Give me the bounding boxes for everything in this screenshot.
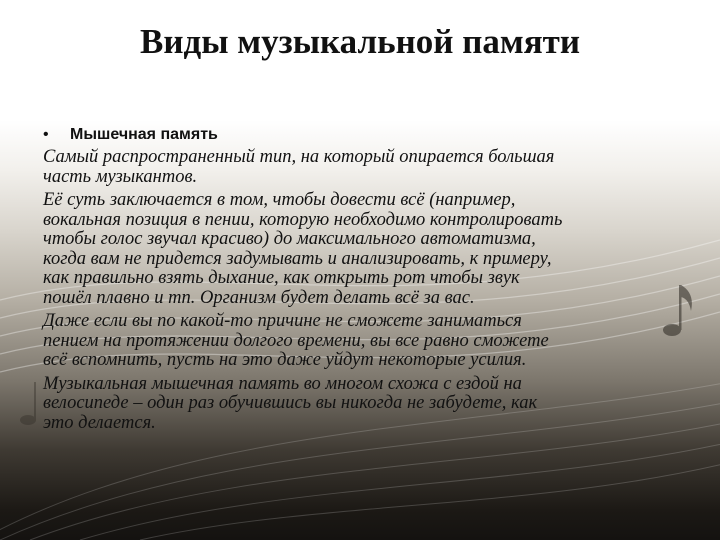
slide-title: Виды музыкальной памяти	[140, 22, 580, 61]
paragraph-recall: Даже если вы по какой-то причине не сможете заниматься пением на протяжении долгого времени, вы все равно сможете всё вспомнить, пусть на это даже уйдут некоторые усилия.	[43, 311, 549, 370]
slide-content	[43, 126, 683, 437]
bullet-heading: Мышечная память	[70, 126, 218, 143]
paragraph-bicycle: Музыкальная мышечная память во многом схожа с ездой на велосипеде – один раз обучившись вы никогда не забудете, как это делается.	[43, 373, 538, 433]
bullet-item	[43, 126, 683, 144]
paragraph-intro: Самый распространенный тип, на который опирается большая часть музыкантов.	[43, 147, 555, 187]
paragraph-essence: Её суть заключается в том, чтобы довести всё (например, вокальная позиция в пении, которую необходимо контролировать чтобы голос звучал красиво) до максимального автоматизма, когда вам не придется задумывать и анализировать, к примеру, как правильно взять дыхание, как открыть рот чтобы звук пошёл плавно и тп. Организм будет делать всё за вас.	[43, 190, 563, 308]
bullet-dot-icon: •	[43, 126, 49, 143]
